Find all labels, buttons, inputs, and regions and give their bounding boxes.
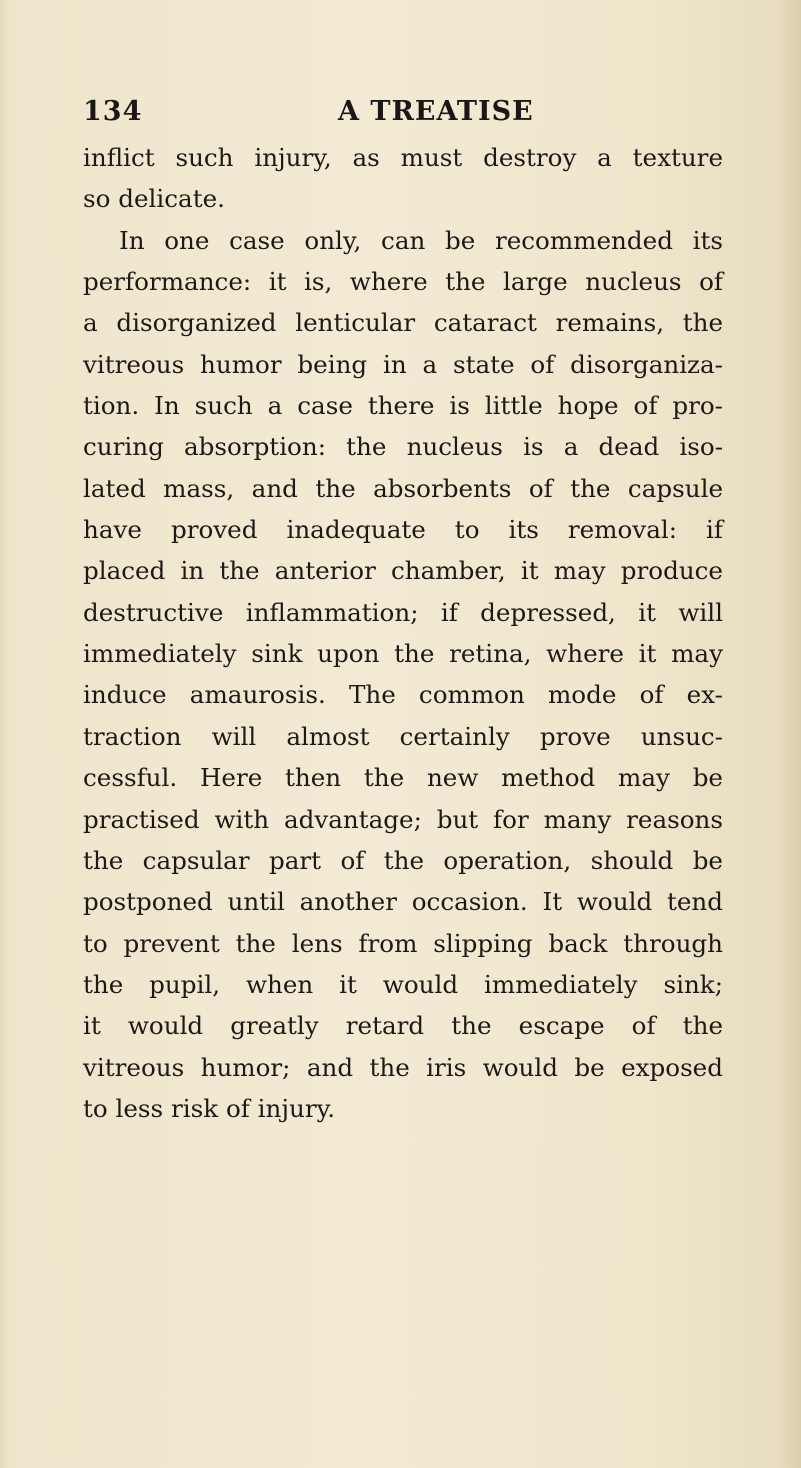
text-line: vitreous humor; and the iris would be exposed bbox=[83, 1052, 723, 1082]
running-header bbox=[83, 96, 723, 136]
text-line: traction will almost certainly prove unsuc- bbox=[83, 721, 723, 751]
page-left-shadow bbox=[0, 0, 10, 1468]
text-line: vitreous humor being in a state of disorganiza- bbox=[83, 349, 723, 379]
text-line: lated mass, and the absorbents of the capsule bbox=[83, 473, 723, 503]
text-line: In one case only, can be recommended its bbox=[119, 225, 723, 255]
text-line: a disorganized lenticular cataract remains, the bbox=[83, 308, 723, 338]
text-line: tion. In such a case there is little hope of pro- bbox=[83, 391, 723, 421]
text-line: to less risk of injury. bbox=[83, 1093, 336, 1123]
text-line: the pupil, when it would immediately sink; bbox=[83, 969, 723, 999]
text-line: curing absorption: the nucleus is a dead iso- bbox=[83, 432, 723, 462]
page-right-shadow bbox=[779, 0, 801, 1468]
text-line: placed in the anterior chamber, it may produce bbox=[83, 556, 723, 586]
running-title: A TREATISE bbox=[338, 96, 534, 127]
text-line: induce amaurosis. The common mode of ex- bbox=[83, 680, 723, 710]
text-line: cessful. Here then the new method may be bbox=[83, 763, 723, 793]
text-line: so delicate. bbox=[83, 184, 225, 214]
text-line: practised with advantage; but for many reasons bbox=[83, 804, 723, 834]
body-text bbox=[83, 137, 723, 1129]
text-line: to prevent the lens from slipping back through bbox=[83, 928, 723, 958]
page-number: 134 bbox=[83, 96, 143, 127]
text-line: performance: it is, where the large nucleus of bbox=[83, 267, 723, 297]
text-line: have proved inadequate to its removal: if bbox=[83, 515, 723, 545]
text-line: inflict such injury, as must destroy a texture bbox=[83, 143, 723, 172]
text-line: immediately sink upon the retina, where it may bbox=[83, 639, 723, 669]
text-line: destructive inflammation; if depressed, it will bbox=[83, 597, 723, 627]
text-line: postponed until another occasion. It would tend bbox=[83, 887, 723, 917]
text-line: the capsular part of the operation, should be bbox=[83, 845, 723, 875]
text-line: it would greatly retard the escape of the bbox=[83, 1011, 723, 1041]
